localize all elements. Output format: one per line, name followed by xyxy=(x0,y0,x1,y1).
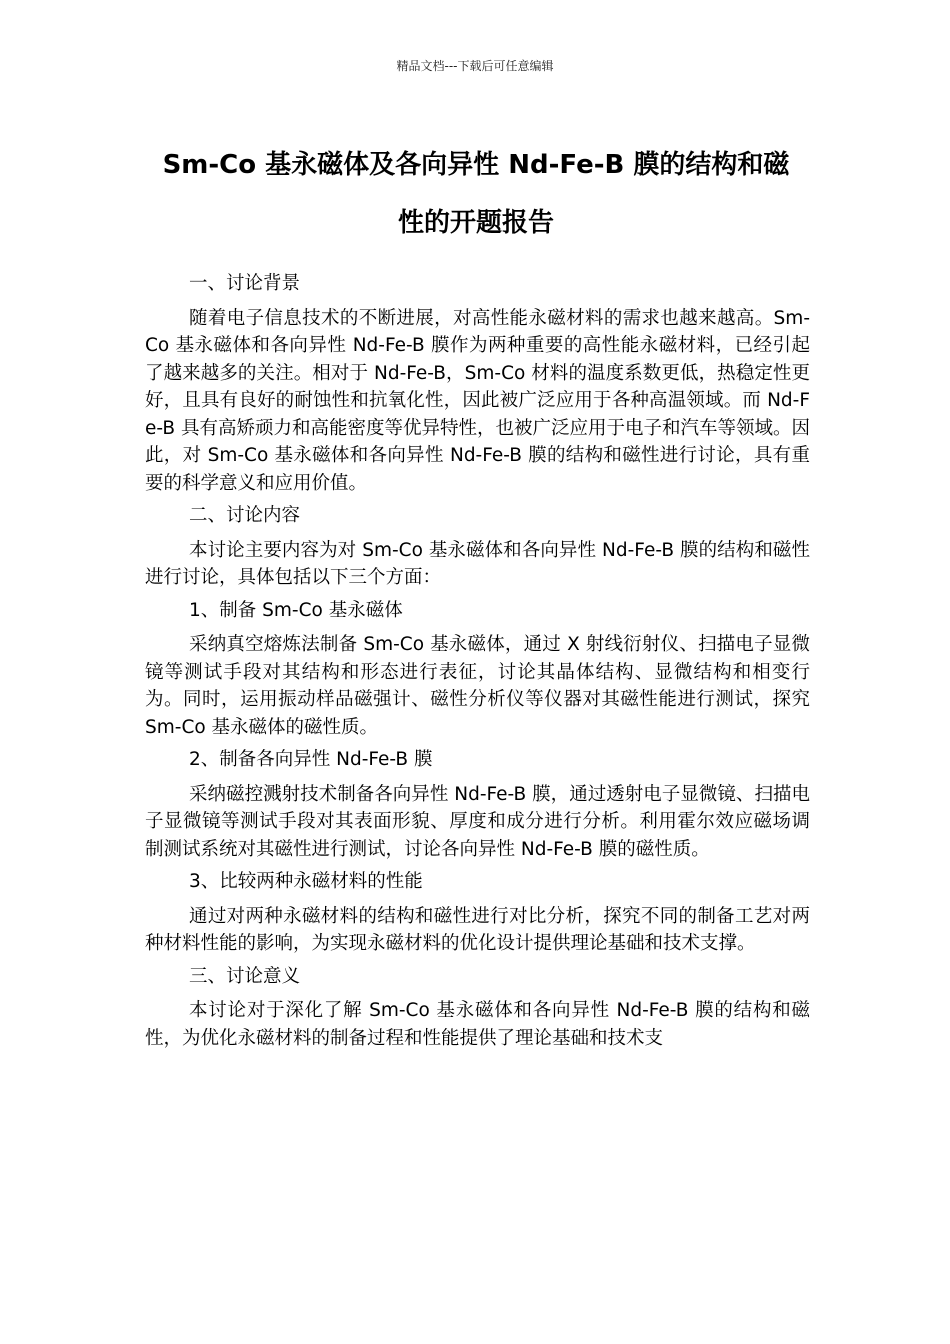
section-heading-content: 二、讨论内容 xyxy=(189,505,301,526)
subheading-ndfeb: 2、制备各向异性 Nd-Fe-B 膜 xyxy=(189,749,433,770)
paragraph-smco: 采纳真空熔炼法制备 Sm-Co 基永磁体，通过 X 射线衍射仪、扫描电子显微镜等测试手段对其结构和形态进行表征，讨论其晶体结构、显微结构和相变行为。同时，运用振动样品磁强计、磁性分析仪等仪器对其磁性能进行测试，探究 Sm-Co 基永磁体的磁性质。 xyxy=(145,634,810,738)
paragraph-comparison: 通过对两种永磁材料的结构和磁性进行对比分析，探究不同的制备工艺对两种材料性能的影响，为实现永磁材料的优化设计提供理论基础和技术支撑。 xyxy=(145,905,810,954)
section-heading-background: 一、讨论背景 xyxy=(189,273,301,294)
section-heading-significance: 三、讨论意义 xyxy=(189,965,301,987)
title-line-1: Sm-Co 基永磁体及各向异性 Nd-Fe-B 膜的结构和磁 xyxy=(162,150,790,180)
subheading-smco: 1、制备 Sm-Co 基永磁体 xyxy=(189,599,403,621)
paragraph-significance: 本讨论对于深化了解 Sm-Co 基永磁体和各向异性 Nd-Fe-B 膜的结构和磁性，为优化永磁材料的制备过程和性能提供了理论基础和技术支 xyxy=(145,1000,810,1049)
subheading-comparison: 3、比较两种永磁材料的性能 xyxy=(189,871,423,892)
paragraph-background: 随着电子信息技术的不断进展，对高性能永磁材料的需求也越来越高。Sm-Co 基永磁体和各向异性 Nd-Fe-B 膜作为两种重要的高性能永磁材料，已经引起了越来越多的关注。相对于 Nd-Fe-B，Sm-Co 材料的温度系数更低，热稳定性更好，且具有良好的耐蚀性和抗氧化性，因此被广泛应用于各种高温领域。而 Nd-Fe-B 具有高矫顽力和高能密度等优异特性，也被广泛应用于电子和汽车等领域。因此，对 Sm-Co 基永磁体和各向异性 Nd-Fe-B 膜的结构和磁性进行讨论，具有重要的科学意义和应用价值。 xyxy=(145,307,810,494)
document-title xyxy=(145,136,807,252)
page-header: 精品文档---下载后可任意编辑 xyxy=(396,59,554,73)
document-body xyxy=(145,270,810,1057)
paragraph-ndfeb: 采纳磁控溅射技术制备各向异性 Nd-Fe-B 膜，通过透射电子显微镜、扫描电子显微镜等测试手段对其表面形貌、厚度和成分进行分析。利用霍尔效应磁场调制测试系统对其磁性进行测试，讨论各向异性 Nd-Fe-B 膜的磁性质。 xyxy=(145,783,810,860)
paragraph-content-intro: 本讨论主要内容为对 Sm-Co 基永磁体和各向异性 Nd-Fe-B 膜的结构和磁性进行讨论，具体包括以下三个方面： xyxy=(145,539,810,588)
title-line-2: 性的开题报告 xyxy=(397,208,554,238)
